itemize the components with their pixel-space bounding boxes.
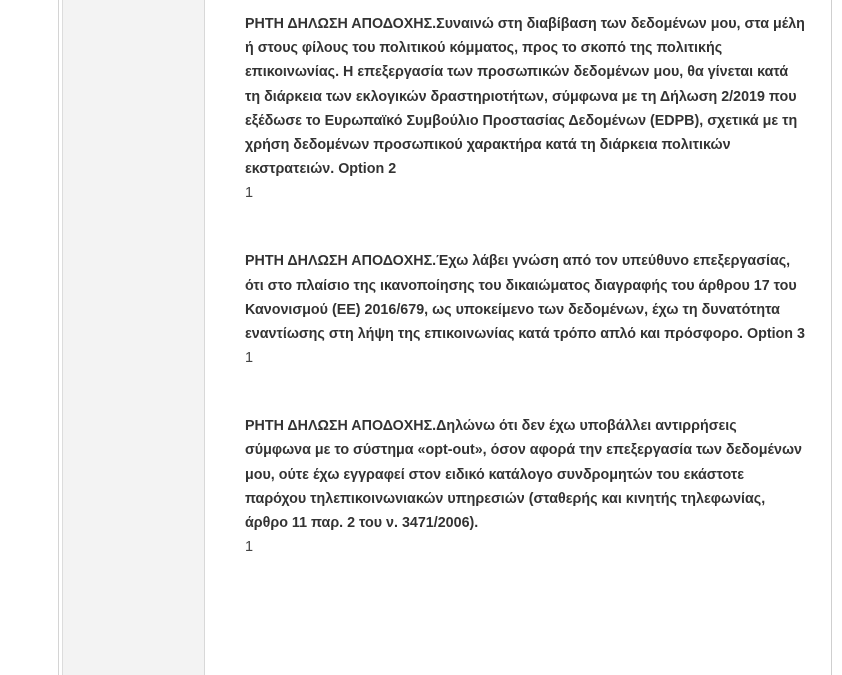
statement-prefix: ΡΗΤΗ ΔΗΛΩΣΗ ΑΠΟΔΟΧΗΣ.: [245, 253, 437, 270]
list-item: [245, 249, 805, 370]
list-item: [245, 12, 805, 205]
statement-body: Συναινώ στη διαβίβαση των δεδομένων μου, στα μέλη ή στους φίλους του πολιτικού κόμματος, προς το σκοπό της πολιτικής επικοινωνίας. Η επεξεργασία των προσωπικών δεδομένων μου, θα γίνεται κατά τη διάρκεια των εκλογικών δραστηριοτήτων, σύμφωνα με τη Δήλωση 2/2019 που εξέδωσε το Ευρωπαϊκό Συμβούλιο Προστασίας Δεδομένων (EDPB), σχετικά με τη χρήση δεδομένων προσωπικού χαρακτήρα κατά τη διάρκεια πολιτικών εκστρατειών. Option 2: [245, 16, 805, 178]
statement-text: [245, 414, 805, 535]
response-count: 1: [245, 539, 254, 556]
results-list: [245, 12, 805, 559]
response-count: 1: [245, 350, 254, 367]
statement-body: Δηλώνω ότι δεν έχω υποβάλλει αντιρρήσεις σύμφωνα με το σύστημα «opt-out», όσον αφορά την επεξεργασία των δεδομένων μου, ούτε έχω εγγραφεί στον ειδικό κατάλογο συνδρομητών του εκάστοτε παρόχου τηλεπικοινωνιακών υπηρεσιών (σταθερής και κινητής τηλεφωνίας, άρθρο 11 παρ. 2 του ν. 3471/2006).: [245, 418, 802, 532]
statement-text: [245, 249, 805, 346]
statement-prefix: ΡΗΤΗ ΔΗΛΩΣΗ ΑΠΟΔΟΧΗΣ.: [245, 16, 437, 32]
left-border: [58, 0, 59, 675]
response-count: 1: [245, 185, 254, 202]
statement-prefix: ΡΗΤΗ ΔΗΛΩΣΗ ΑΠΟΔΟΧΗΣ.: [245, 418, 437, 435]
list-item: [245, 414, 805, 559]
right-border: [831, 0, 832, 675]
statement-text: [245, 12, 805, 181]
sidebar-column: [63, 0, 205, 675]
statement-body: Έχω λάβει γνώση από τον υπεύθυνο επεξεργασίας, ότι στο πλαίσιο της ικανοποίησης του δικαιώματος διαγραφής του άρθρου 17 του Κανονισμού (ΕΕ) 2016/679, ως υποκείμενο των δεδομένων, έχω τη δυνατότητα εναντίωσης στη λήψη της επικοινωνίας κατά τρόπο απλό και πρόσφορο. Option 3: [245, 253, 805, 343]
